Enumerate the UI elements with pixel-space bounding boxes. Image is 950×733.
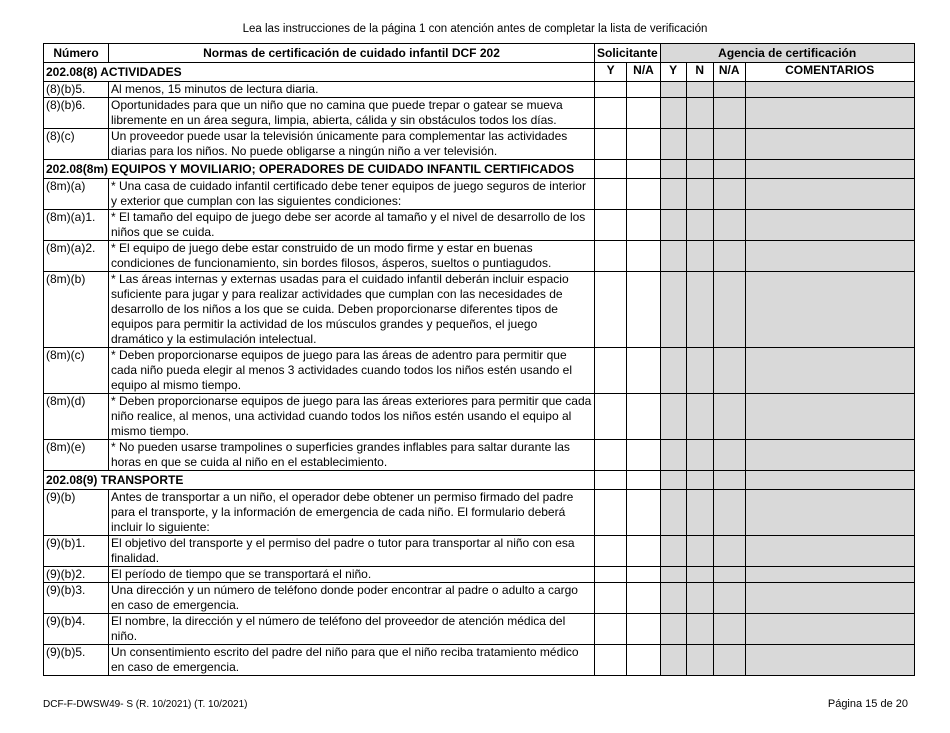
solicitante-na-cell[interactable]	[627, 567, 660, 583]
agencia-y-cell[interactable]	[660, 645, 686, 676]
table-row	[44, 129, 915, 160]
agencia-cell[interactable]	[713, 160, 745, 179]
solicitante-na-cell[interactable]	[627, 210, 660, 241]
solicitante-y-cell[interactable]	[595, 179, 627, 210]
row-standard-text: Antes de transportar a un niño, el operador debe obtener un permiso firmado del padre para el transporte, y la información de emergencia de cada niño. El formulario deberá incluir lo siguiente:	[109, 490, 595, 536]
solicitante-y-cell[interactable]	[595, 567, 627, 583]
form-id: DCF-F-DWSW49- S (R. 10/2021) (T. 10/2021)	[43, 699, 248, 710]
agencia-y-cell[interactable]	[660, 179, 686, 210]
agencia-cell[interactable]	[713, 471, 745, 490]
agencia-y-cell[interactable]	[660, 440, 686, 471]
solicitante-na-cell[interactable]	[627, 179, 660, 210]
solicitante-y-cell[interactable]	[595, 490, 627, 536]
subheader-col-y: Y	[595, 63, 627, 82]
agencia-n-cell[interactable]	[686, 645, 713, 676]
agencia-n-cell[interactable]	[686, 394, 713, 440]
solicitante-y-cell[interactable]	[595, 440, 627, 471]
table-row	[44, 490, 915, 536]
agencia-n-cell[interactable]	[686, 210, 713, 241]
table-row	[44, 210, 915, 241]
row-number: (9)(b)1.	[44, 536, 109, 567]
col-agencia-header: Agencia de certificación	[660, 44, 914, 63]
table-row	[44, 272, 915, 348]
row-standard-text: * No pueden usarse trampolines o superficies grandes inflables para saltar durante las horas en que se cuida al niño en el establecimiento.	[109, 440, 595, 471]
agencia-y-cell[interactable]	[660, 98, 686, 129]
agencia-y-cell[interactable]	[660, 536, 686, 567]
agencia-na-cell[interactable]	[713, 348, 745, 394]
table-row	[44, 614, 915, 645]
page-number: Página 15 de 20	[827, 698, 908, 710]
solicitante-na-cell[interactable]	[627, 272, 660, 348]
subheader-col-na2: N/A	[713, 63, 745, 82]
row-number: (9)(b)3.	[44, 583, 109, 614]
agencia-cell[interactable]	[660, 471, 686, 490]
section-title: 202.08(8m) EQUIPOS Y MOVILIARIO; OPERADORES DE CUIDADO INFANTIL CERTIFICADOS	[44, 160, 595, 179]
row-standard-text: * Deben proporcionarse equipos de juego para las áreas exteriores para permitir que cada niño realice, al menos, una actividad cuando todos los niños estén usando el equipo al mismo tiempo.	[109, 394, 595, 440]
row-number: (9)(b)2.	[44, 567, 109, 583]
solicitante-y-cell[interactable]	[595, 614, 627, 645]
solicitante-cell[interactable]	[627, 160, 660, 179]
agencia-na-cell[interactable]	[713, 179, 745, 210]
row-number: (9)(b)5.	[44, 645, 109, 676]
agencia-n-cell[interactable]	[686, 272, 713, 348]
row-number: (8m)(a)	[44, 179, 109, 210]
agencia-n-cell[interactable]	[686, 536, 713, 567]
row-number: (8m)(a)1.	[44, 210, 109, 241]
solicitante-y-cell[interactable]	[595, 129, 627, 160]
subheader-comentarios: COMENTARIOS	[745, 63, 914, 82]
agencia-y-cell[interactable]	[660, 272, 686, 348]
solicitante-y-cell[interactable]	[595, 241, 627, 272]
solicitante-y-cell[interactable]	[595, 394, 627, 440]
agencia-na-cell[interactable]	[713, 241, 745, 272]
row-standard-text: * Deben proporcionarse equipos de juego para las áreas de adentro para permitir que cada niño pueda elegir al menos 3 actividades cuando todos los niños estén usando el equipo al mismo tiempo.	[109, 348, 595, 394]
section-row	[44, 160, 915, 179]
table-row	[44, 583, 915, 614]
table-row	[44, 98, 915, 129]
section-row	[44, 471, 915, 490]
row-standard-text: Al menos, 15 minutos de lectura diaria.	[109, 82, 595, 98]
agencia-n-cell[interactable]	[686, 179, 713, 210]
comments-cell[interactable]	[745, 160, 914, 179]
comments-cell[interactable]	[745, 272, 914, 348]
row-standard-text: El período de tiempo que se transportará el niño.	[109, 567, 595, 583]
row-standard-text: Un consentimiento escrito del padre del niño para que el niño reciba tratamiento médico en caso de emergencia.	[109, 645, 595, 676]
agencia-na-cell[interactable]	[713, 440, 745, 471]
row-standard-text: Oportunidades para que un niño que no camina que puede trepar o gatear se mueva libremente en un área segura, limpia, abierta, cálida y sin obstáculos todos los días.	[109, 98, 595, 129]
row-standard-text: * Una casa de cuidado infantil certificado debe tener equipos de juego seguros de interior y exterior que cumplan con las siguientes condiciones:	[109, 179, 595, 210]
agencia-na-cell[interactable]	[713, 645, 745, 676]
agencia-n-cell[interactable]	[686, 82, 713, 98]
agencia-n-cell[interactable]	[686, 440, 713, 471]
agencia-y-cell[interactable]	[660, 129, 686, 160]
solicitante-y-cell[interactable]	[595, 272, 627, 348]
comments-cell[interactable]	[745, 645, 914, 676]
solicitante-na-cell[interactable]	[627, 440, 660, 471]
solicitante-na-cell[interactable]	[627, 129, 660, 160]
comments-cell[interactable]	[745, 567, 914, 583]
comments-cell[interactable]	[745, 471, 914, 490]
agencia-na-cell[interactable]	[713, 129, 745, 160]
col-normas-header: Normas de certificación de cuidado infantil DCF 202	[109, 44, 595, 63]
solicitante-na-cell[interactable]	[627, 583, 660, 614]
comments-cell[interactable]	[745, 536, 914, 567]
agencia-n-cell[interactable]	[686, 614, 713, 645]
agencia-na-cell[interactable]	[713, 536, 745, 567]
table-row	[44, 82, 915, 98]
col-solicitante-header: Solicitante	[595, 44, 661, 63]
solicitante-y-cell[interactable]	[595, 210, 627, 241]
section-title: 202.08(9) TRANSPORTE	[44, 471, 595, 490]
comments-cell[interactable]	[745, 179, 914, 210]
row-standard-text: * Las áreas internas y externas usadas para el cuidado infantil deberán incluir espacio suficiente para jugar y para realizar actividades que cumplan con las necesidades de desarrollo de los niños a los que se cuida. Deben proporcionarse diferentes tipos de equipos para permitir la actividad de los músculos grandes y pequeños, el juego dramático y la estimulación intelectual.	[109, 272, 595, 348]
comments-cell[interactable]	[745, 614, 914, 645]
agencia-na-cell[interactable]	[713, 210, 745, 241]
table-row	[44, 394, 915, 440]
table-row	[44, 348, 915, 394]
agencia-y-cell[interactable]	[660, 394, 686, 440]
table-row	[44, 567, 915, 583]
solicitante-na-cell[interactable]	[627, 536, 660, 567]
agencia-na-cell[interactable]	[713, 272, 745, 348]
section-title: 202.08(8) ACTIVIDADES	[44, 63, 595, 82]
solicitante-cell[interactable]	[627, 471, 660, 490]
solicitante-y-cell[interactable]	[595, 82, 627, 98]
table-row	[44, 241, 915, 272]
agencia-y-cell[interactable]	[660, 614, 686, 645]
comments-cell[interactable]	[745, 210, 914, 241]
row-standard-text: Un proveedor puede usar la televisión únicamente para complementar las actividades diarias para los niños. No puede obligarse a ningún niño a ver televisión.	[109, 129, 595, 160]
comments-cell[interactable]	[745, 440, 914, 471]
subheader-col-n: N	[686, 63, 713, 82]
row-standard-text: * El equipo de juego debe estar construido de un modo firme y estar en buenas condiciones de funcionamiento, sin bordes filosos, ásperos, sueltos o puntiagudos.	[109, 241, 595, 272]
row-standard-text: El objetivo del transporte y el permiso del padre o tutor para transportar al niño con esa finalidad.	[109, 536, 595, 567]
row-standard-text: El nombre, la dirección y el número de teléfono del proveedor de atención médica del niño.	[109, 614, 595, 645]
solicitante-y-cell[interactable]	[595, 583, 627, 614]
row-number: (9)(b)4.	[44, 614, 109, 645]
solicitante-cell[interactable]	[595, 160, 627, 179]
subheader-col-na: N/A	[627, 63, 660, 82]
agencia-n-cell[interactable]	[686, 490, 713, 536]
table-row	[44, 440, 915, 471]
subheader-col-y2: Y	[660, 63, 686, 82]
agencia-na-cell[interactable]	[713, 567, 745, 583]
solicitante-na-cell[interactable]	[627, 348, 660, 394]
agencia-y-cell[interactable]	[660, 210, 686, 241]
row-number: (8m)(e)	[44, 440, 109, 471]
row-standard-text: Una dirección y un número de teléfono donde poder encontrar al padre o adulto a cargo en caso de emergencia.	[109, 583, 595, 614]
row-number: (8)(c)	[44, 129, 109, 160]
row-number: (8m)(d)	[44, 394, 109, 440]
row-number: (9)(b)	[44, 490, 109, 536]
comments-cell[interactable]	[745, 129, 914, 160]
row-standard-text: * El tamaño del equipo de juego debe ser acorde al tamaño y el nivel de desarrollo de los niños que se cuida.	[109, 210, 595, 241]
solicitante-na-cell[interactable]	[627, 241, 660, 272]
comments-cell[interactable]	[745, 394, 914, 440]
row-number: (8m)(b)	[44, 272, 109, 348]
agencia-na-cell[interactable]	[713, 583, 745, 614]
agencia-na-cell[interactable]	[713, 82, 745, 98]
agencia-n-cell[interactable]	[686, 129, 713, 160]
agencia-y-cell[interactable]	[660, 490, 686, 536]
agencia-na-cell[interactable]	[713, 614, 745, 645]
solicitante-y-cell[interactable]	[595, 98, 627, 129]
row-number: (8)(b)6.	[44, 98, 109, 129]
solicitante-y-cell[interactable]	[595, 348, 627, 394]
solicitante-y-cell[interactable]	[595, 645, 627, 676]
solicitante-cell[interactable]	[595, 471, 627, 490]
solicitante-na-cell[interactable]	[627, 645, 660, 676]
section-row	[44, 63, 915, 82]
solicitante-na-cell[interactable]	[627, 490, 660, 536]
solicitante-na-cell[interactable]	[627, 614, 660, 645]
agencia-cell[interactable]	[686, 471, 713, 490]
agencia-n-cell[interactable]	[686, 348, 713, 394]
table-row	[44, 536, 915, 567]
table-header-row	[44, 44, 915, 63]
solicitante-na-cell[interactable]	[627, 98, 660, 129]
agencia-y-cell[interactable]	[660, 583, 686, 614]
agencia-n-cell[interactable]	[686, 98, 713, 129]
solicitante-y-cell[interactable]	[595, 536, 627, 567]
solicitante-na-cell[interactable]	[627, 394, 660, 440]
row-number: (8m)(c)	[44, 348, 109, 394]
comments-cell[interactable]	[745, 348, 914, 394]
agencia-na-cell[interactable]	[713, 394, 745, 440]
agencia-cell[interactable]	[686, 160, 713, 179]
comments-cell[interactable]	[745, 98, 914, 129]
row-number: (8m)(a)2.	[44, 241, 109, 272]
table-row	[44, 645, 915, 676]
agencia-y-cell[interactable]	[660, 567, 686, 583]
comments-cell[interactable]	[745, 241, 914, 272]
agencia-y-cell[interactable]	[660, 241, 686, 272]
agencia-n-cell[interactable]	[686, 241, 713, 272]
col-numero-header: Número	[44, 44, 109, 63]
table-row	[44, 179, 915, 210]
row-number: (8)(b)5.	[44, 82, 109, 98]
header-note: Lea las instrucciones de la página 1 con atención antes de completar la lista de verificación	[242, 23, 708, 35]
agencia-n-cell[interactable]	[686, 567, 713, 583]
comments-cell[interactable]	[745, 82, 914, 98]
comments-cell[interactable]	[745, 583, 914, 614]
solicitante-na-cell[interactable]	[627, 82, 660, 98]
agencia-y-cell[interactable]	[660, 82, 686, 98]
checklist-table	[43, 43, 915, 676]
comments-cell[interactable]	[745, 490, 914, 536]
agencia-y-cell[interactable]	[660, 348, 686, 394]
agencia-na-cell[interactable]	[713, 490, 745, 536]
agencia-na-cell[interactable]	[713, 98, 745, 129]
agencia-n-cell[interactable]	[686, 583, 713, 614]
agencia-cell[interactable]	[660, 160, 686, 179]
